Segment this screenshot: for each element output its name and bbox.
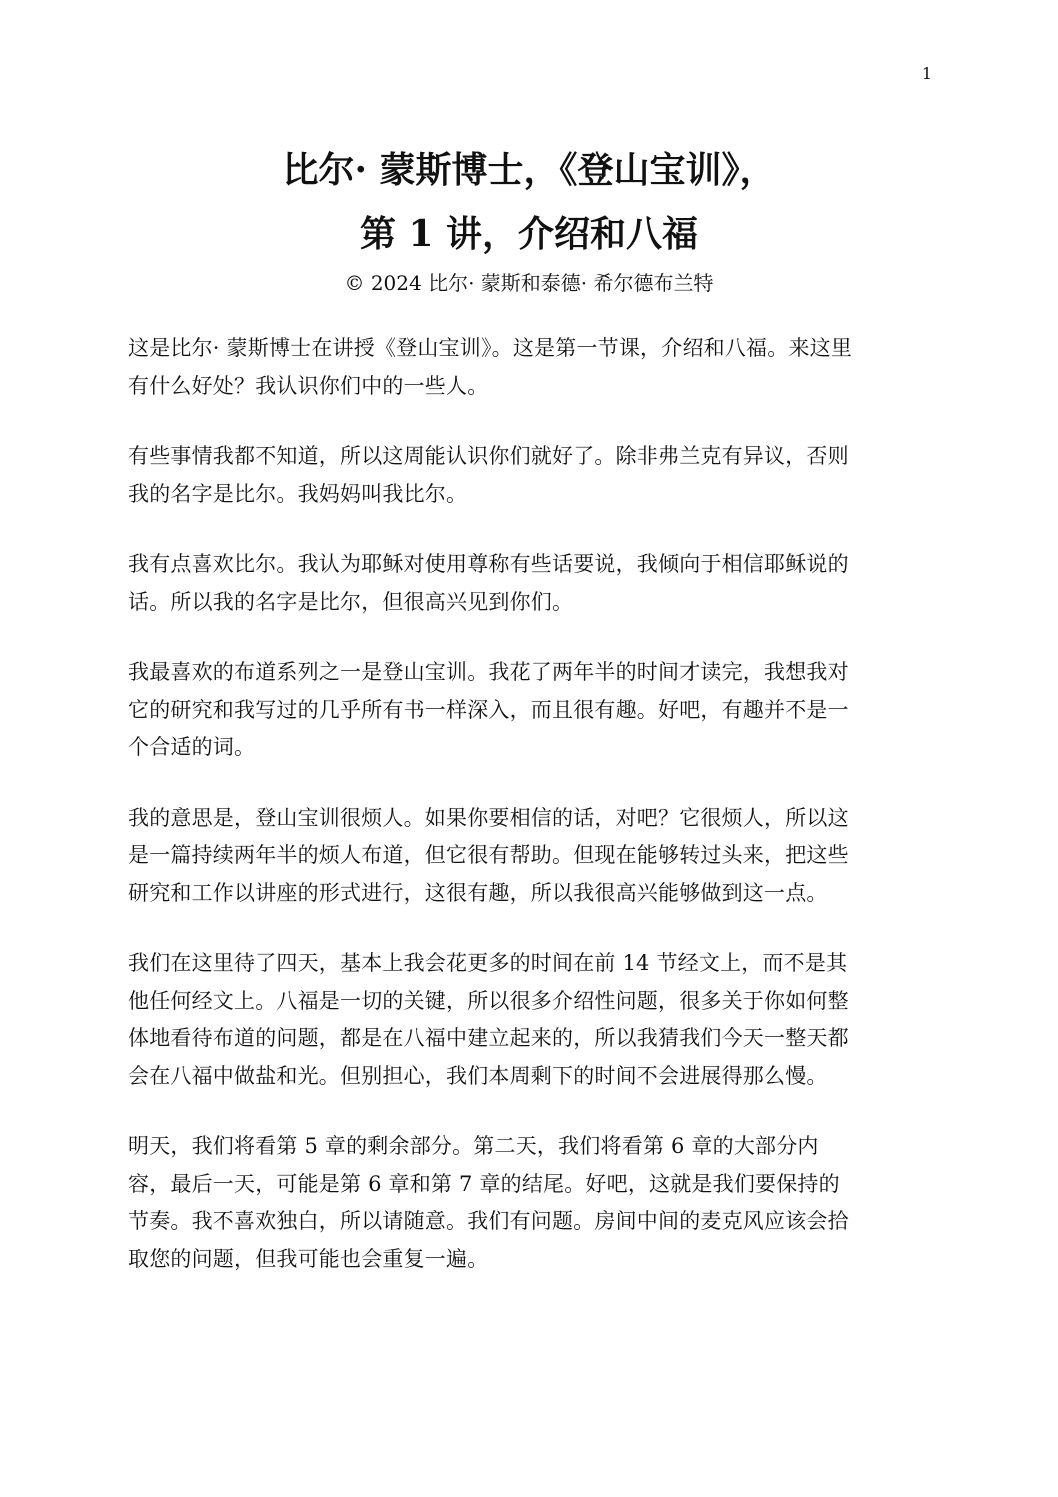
document-title-line-2: 第 1 讲，介绍和八福 bbox=[359, 213, 699, 255]
paragraph-line: 取您的问题，但我可能也会重复一遍。 bbox=[128, 1246, 489, 1271]
paragraph-line: 我有点喜欢比尔。我认为耶稣对使用尊称有些话要说，我倾向于相信耶稣说的 bbox=[128, 552, 849, 576]
paragraph-line: 他任何经文上。八福是一切的关键，所以很多介绍性问题，很多关于你如何整 bbox=[128, 988, 849, 1013]
paragraph bbox=[128, 438, 934, 513]
paragraph-line: 会在八福中做盐和光。但别担心，我们本周剩下的时间不会进展得那么慢。 bbox=[128, 1063, 828, 1088]
paragraph bbox=[128, 654, 934, 767]
paragraph-line: 容，最后一天，可能是第 6 章和第 7 章的结尾。好吧，这就是我们要保持的 bbox=[128, 1171, 840, 1196]
paragraph-line: 我们在这里待了四天，基本上我会花更多的时间在前 14 节经文上，而不是其 bbox=[128, 951, 848, 975]
copyright-notice: © 2024 比尔· 蒙斯和泰德· 希尔德布兰特 bbox=[344, 271, 714, 295]
paragraph-line: 它的研究和我写过的几乎所有书一样深入，而且很有趣。好吧，有趣并不是一 bbox=[128, 697, 849, 722]
paragraph-line: 研究和工作以讲座的形式进行，这很有趣，所以我很高兴能够做到这一点。 bbox=[128, 880, 828, 905]
paragraph-line: 话。所以我的名字是比尔，但很高兴见到你们。 bbox=[128, 589, 574, 614]
paragraph-line: 我最喜欢的布道系列之一是登山宝训。我花了两年半的时间才读完，我想我对 bbox=[128, 660, 849, 684]
paragraph-line: 个合适的词。 bbox=[128, 735, 256, 759]
paragraph bbox=[128, 945, 934, 1095]
paragraph bbox=[128, 800, 934, 913]
paragraph bbox=[128, 546, 934, 621]
document-title-line-1: 比尔· 蒙斯博士，《登山宝训》， bbox=[282, 149, 776, 191]
paragraph-line: 是一篇持续两年半的烦人布道，但它很有帮助。但现在能够转过头来，把这些 bbox=[128, 843, 849, 867]
paragraph-line: 我的意思是，登山宝训很烦人。如果你要相信的话，对吧？它很烦人，所以这 bbox=[128, 805, 849, 830]
paragraph-line: 我的名字是比尔。我妈妈叫我比尔。 bbox=[128, 481, 468, 506]
title-block bbox=[0, 138, 1058, 298]
body-text bbox=[128, 330, 934, 1311]
page-number: 1 bbox=[921, 64, 932, 83]
paragraph-line: 明天，我们将看第 5 章的剩余部分。第二天，我们将看第 6 章的大部分内 bbox=[128, 1134, 819, 1158]
paragraph-line: 这是比尔· 蒙斯博士在讲授《登山宝训》。这是第一节课，介绍和八福。来这里 bbox=[128, 336, 853, 360]
paragraph bbox=[128, 330, 934, 405]
paragraph-line: 有什么好处？我认识你们中的一些人。 bbox=[128, 373, 489, 398]
paragraph-line: 节奏。我不喜欢独白，所以请随意。我们有问题。房间中间的麦克风应该会拾 bbox=[128, 1209, 849, 1233]
paragraph-line: 体地看待布道的问题，都是在八福中建立起来的，所以我猜我们今天一整天都 bbox=[128, 1026, 849, 1050]
paragraph-line: 有些事情我都不知道，所以这周能认识你们就好了。除非弗兰克有异议，否则 bbox=[128, 444, 849, 468]
paragraph bbox=[128, 1128, 934, 1278]
